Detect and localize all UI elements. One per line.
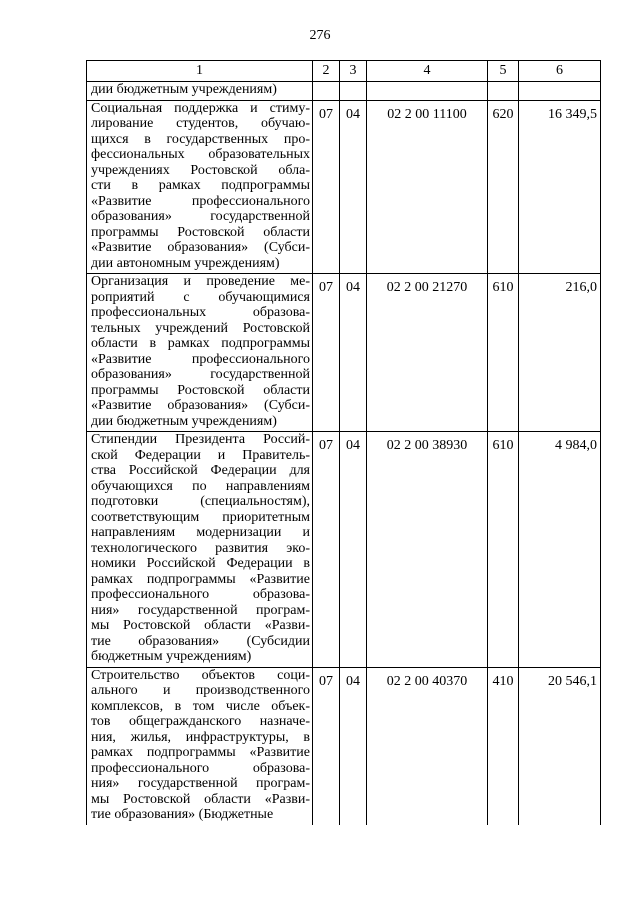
row-description <box>87 432 313 668</box>
expense-type-code: 610 <box>488 432 519 668</box>
description-line: тие образования» (Субсидии <box>91 633 310 649</box>
description-line: подготовки (специальностям), <box>91 494 310 509</box>
description-line: «Развитие образования» (Субси- <box>91 398 310 413</box>
subsection-code: 04 <box>340 100 367 274</box>
table-row <box>87 100 601 274</box>
description-line: ния» государственной програм- <box>91 602 310 618</box>
target-article-code: 02 2 00 21270 <box>367 274 488 432</box>
description-line: «Развитие профессионального <box>91 351 310 367</box>
header-col-6: 6 <box>519 61 601 82</box>
description-line: лирование студентов, обучаю- <box>91 116 310 131</box>
amount: 16 349,5 <box>519 100 601 274</box>
description-line: Строительство объектов соци- <box>91 667 310 683</box>
header-col-1: 1 <box>87 61 313 82</box>
description-line: мы Ростовской области «Разви- <box>91 791 310 807</box>
description-line: области в рамках подпрограммы <box>91 336 310 351</box>
amount <box>519 82 601 101</box>
amount: 216,0 <box>519 274 601 432</box>
target-article-code: 02 2 00 40370 <box>367 667 488 825</box>
subsection-code: 04 <box>340 274 367 432</box>
description-line: соответствующим приоритетным <box>91 509 310 525</box>
description-line: тов общегражданского назначе- <box>91 714 310 729</box>
description-line: рамках подпрограммы «Развитие <box>91 571 310 587</box>
description-line: образования» государственной <box>91 209 310 224</box>
description-line: профессионального образова- <box>91 587 310 602</box>
description-line: ния, жилья, инфраструктуры, в <box>91 729 310 745</box>
table-row <box>87 274 601 432</box>
description-line: бюджетным учреждениям) <box>91 649 252 664</box>
table-row <box>87 432 601 668</box>
description-line: программы Ростовской области <box>91 224 310 240</box>
target-article-code: 02 2 00 38930 <box>367 432 488 668</box>
description-line: образования» государственной <box>91 367 310 382</box>
header-col-2: 2 <box>313 61 340 82</box>
description-line: ской Федерации и Правитель- <box>91 447 310 463</box>
budget-table <box>86 60 601 825</box>
description-line: рамках подпрограммы «Развитие <box>91 745 310 760</box>
amount: 4 984,0 <box>519 432 601 668</box>
row-description <box>87 100 313 274</box>
description-line: направлениям модернизации и <box>91 525 310 540</box>
description-line: профессионального образова- <box>91 760 310 776</box>
subsection-code: 04 <box>340 667 367 825</box>
description-line: комплексов, в том числе объек- <box>91 698 310 714</box>
description-line: роприятий с обучающимися <box>91 289 310 305</box>
target-article-code: 02 2 00 11100 <box>367 100 488 274</box>
table-row <box>87 667 601 825</box>
description-line: программы Ростовской области <box>91 382 310 398</box>
page-number: 276 <box>309 28 331 43</box>
section-code: 07 <box>313 100 340 274</box>
description-line: тельных учреждений Ростовской <box>91 320 310 336</box>
section-code: 07 <box>313 432 340 668</box>
section-code: 07 <box>313 667 340 825</box>
section-code: 07 <box>313 274 340 432</box>
amount: 20 546,1 <box>519 667 601 825</box>
description-line: учреждениях Ростовской обла- <box>91 162 310 178</box>
header-row <box>87 61 601 82</box>
description-line: сти в рамках подпрограммы <box>91 178 310 193</box>
subsection-code: 04 <box>340 432 367 668</box>
header-col-5: 5 <box>488 61 519 82</box>
header-col-3: 3 <box>340 61 367 82</box>
header-col-4: 4 <box>367 61 488 82</box>
section-code <box>313 82 340 101</box>
description-line: щихся в государственных про- <box>91 131 310 147</box>
expense-type-code: 610 <box>488 274 519 432</box>
description-line: номики Российской Федерации в <box>91 556 310 571</box>
description-line: технологического развития эко- <box>91 540 310 556</box>
row-description <box>87 82 313 101</box>
description-line: «Развитие образования» (Субси- <box>91 240 310 255</box>
description-line: ния» государственной програм- <box>91 776 310 791</box>
expense-type-code: 620 <box>488 100 519 274</box>
target-article-code <box>367 82 488 101</box>
description-line: обучающихся по направлениям <box>91 478 310 494</box>
description-line: дии автономным учреждениям) <box>91 255 280 271</box>
description-line: Стипендии Президента Россий- <box>91 432 310 447</box>
table-row <box>87 82 601 101</box>
expense-type-code <box>488 82 519 101</box>
description-line: Организация и проведение ме- <box>91 274 310 289</box>
description-line: мы Ростовской области «Разви- <box>91 618 310 633</box>
description-line: «Развитие профессионального <box>91 193 310 209</box>
expense-type-code: 410 <box>488 667 519 825</box>
description-line: Социальная поддержка и стиму- <box>91 100 310 116</box>
description-line: ального и производственного <box>91 683 310 698</box>
description-line: дии бюджетным учреждениям) <box>91 413 277 429</box>
description-line: тие образования» (Бюджетные <box>91 807 274 822</box>
subsection-code <box>340 82 367 101</box>
description-line: ства Российской Федерации для <box>91 463 310 478</box>
description-line: профессиональных образова- <box>91 305 310 320</box>
description-line: фессиональных образовательных <box>91 147 310 162</box>
row-description <box>87 667 313 825</box>
row-description <box>87 274 313 432</box>
description-line: дии бюджетным учреждениям) <box>91 82 277 97</box>
